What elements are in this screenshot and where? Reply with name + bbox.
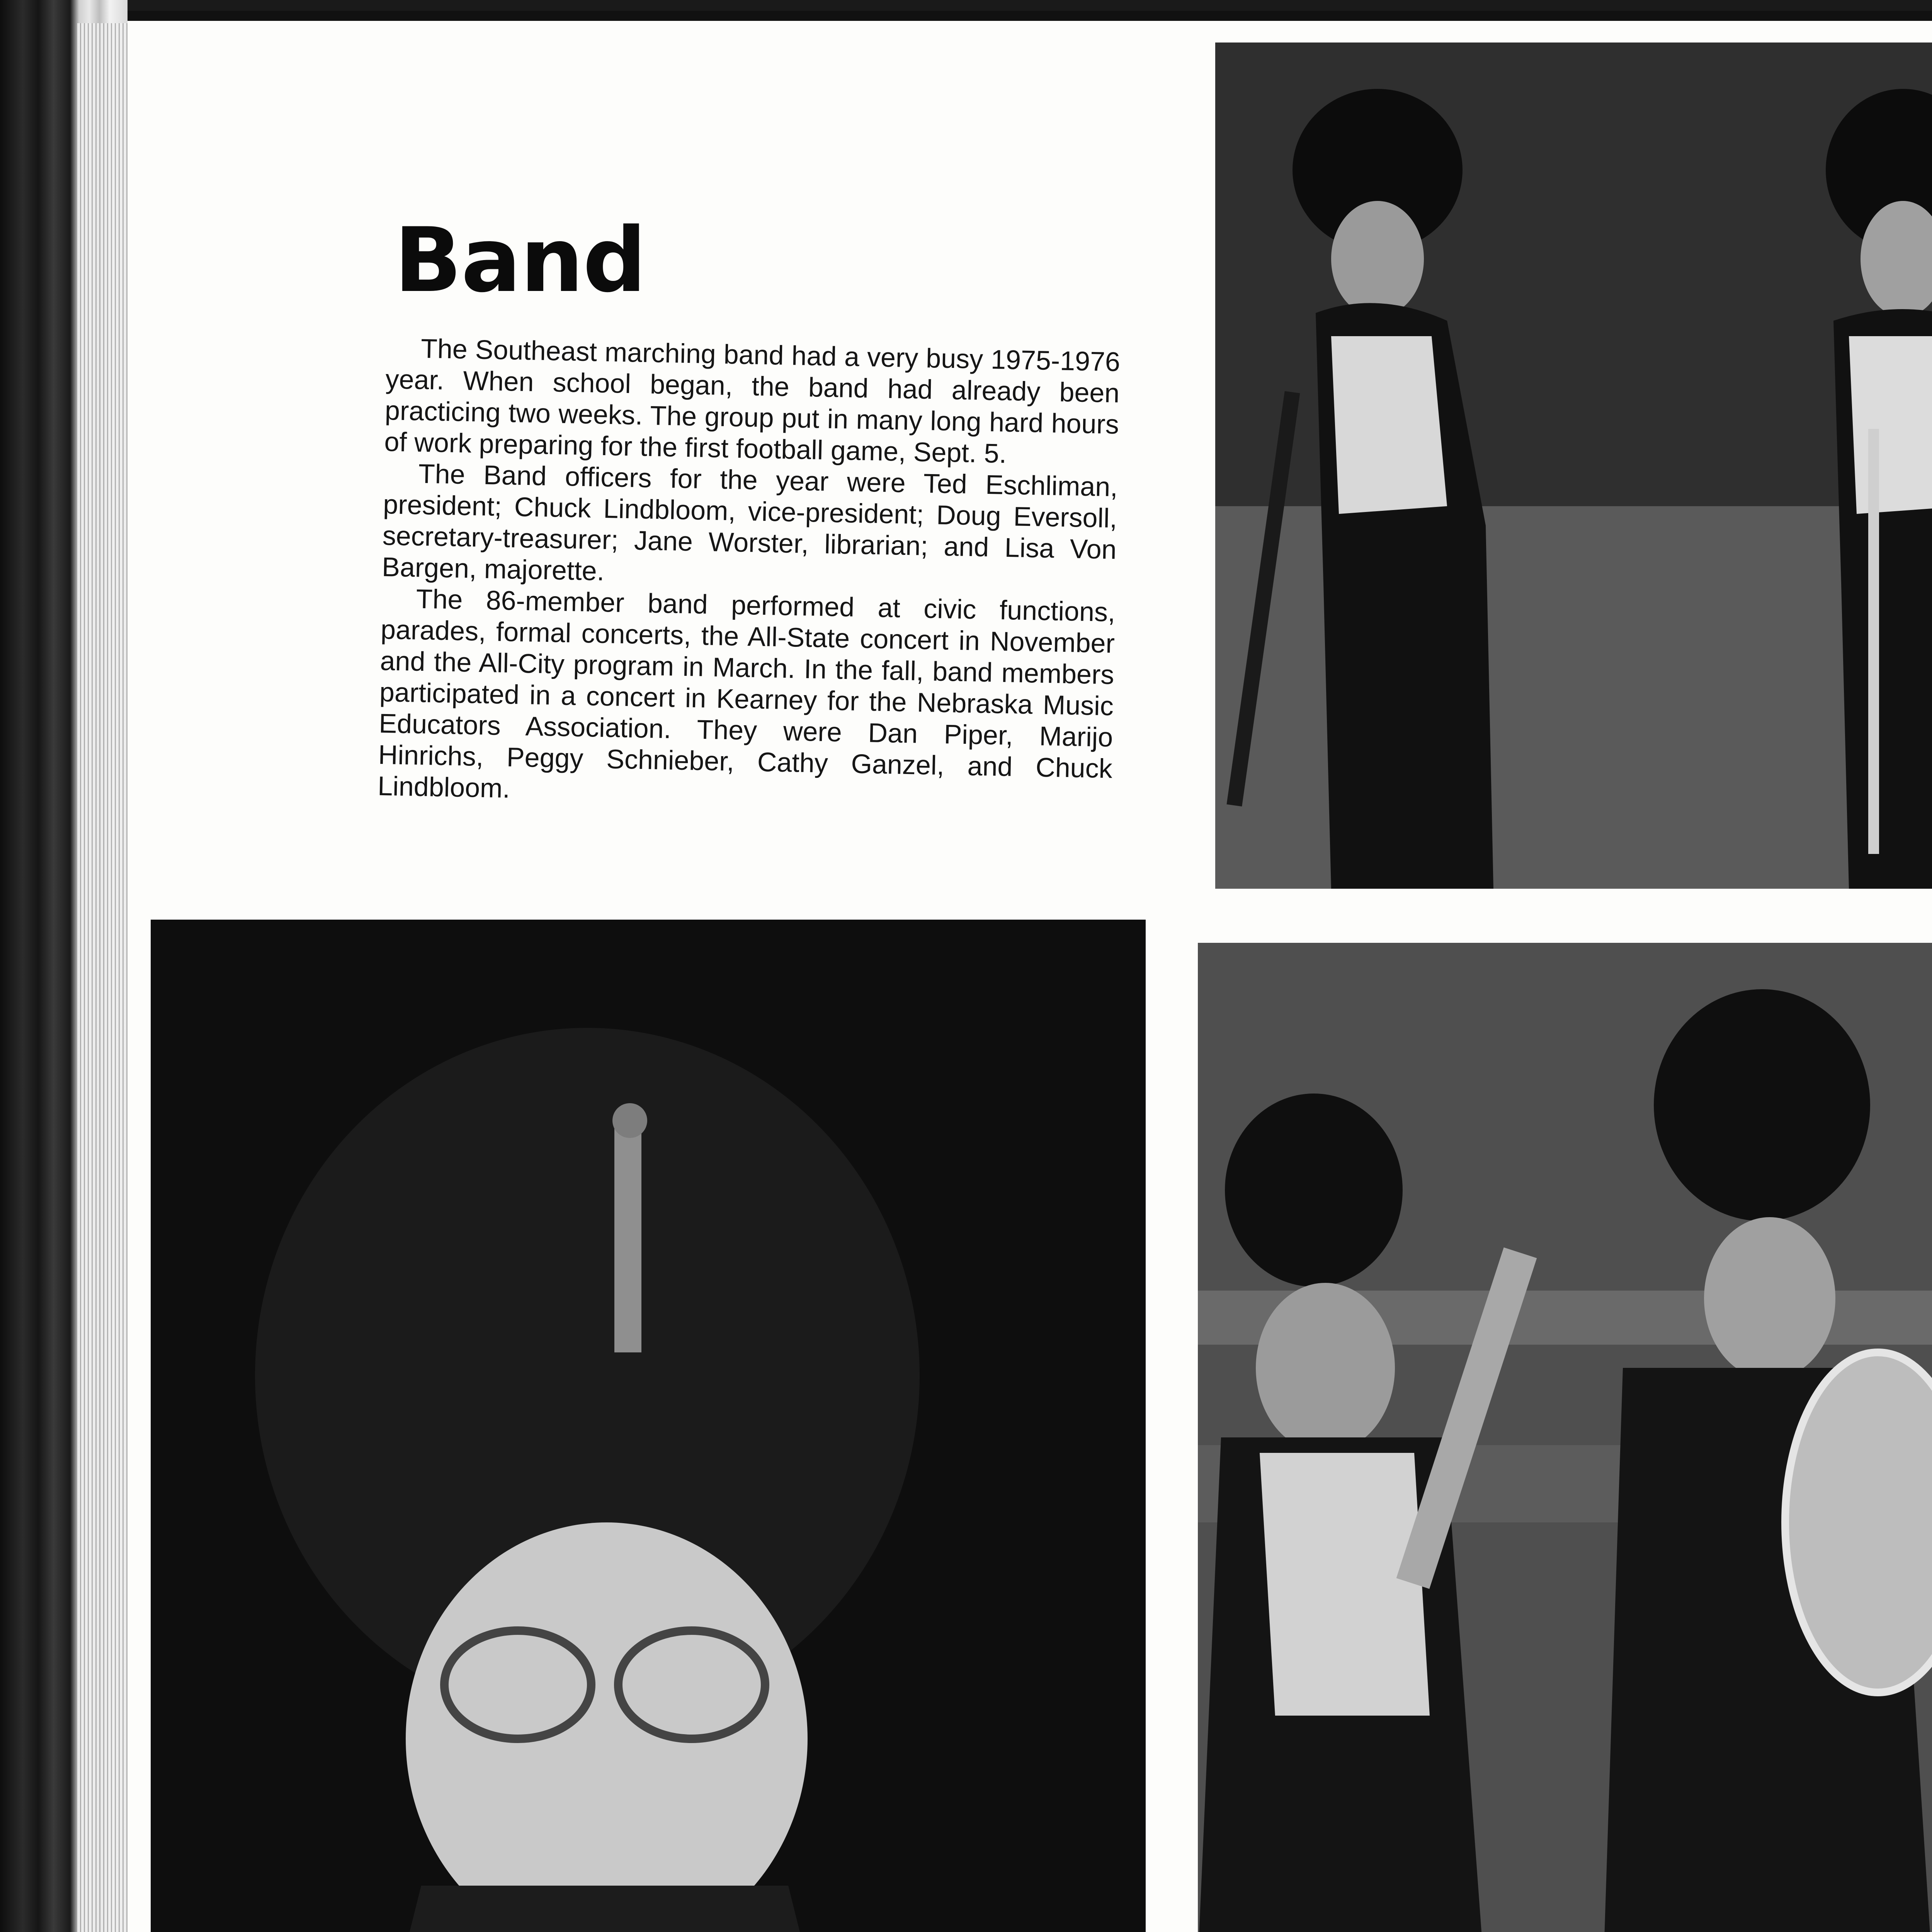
article-body xyxy=(378,332,1121,816)
page-title: Band xyxy=(394,209,646,312)
top-border xyxy=(128,11,1932,21)
paragraph-3: The 86-member band performed at civic functions, parades, formal concerts, the All-State concert in November and the All-City program in March. In the fall, band members participated in a concert in Kearney for the Nebraska Music Educators Association. They were Dan Piper, Marijo Hinrichs, Peggy Schnieber, Cathy Ganzel, and Chuck Lindbloom. xyxy=(377,583,1116,804)
photo-top-center-band-members xyxy=(1215,43,1932,889)
paragraph-2: The Band officers for the year were Ted Eschliman, president; Chuck Lindbloom, vice-president; Doug Eversoll, secretary-treasurer; Jane Worster, librarian; and Lisa Von Bargen, majorette. xyxy=(381,458,1118,586)
photo-left-don-hitz xyxy=(151,920,1146,1932)
page-edges xyxy=(77,23,128,1932)
paragraph-1: The Southeast marching band had a very busy 1975-1976 year. When school began, the band had already been practicing two weeks. The group put in many long hard hours of work preparing for the first football game, Sept. 5. xyxy=(384,333,1121,469)
book-spine xyxy=(0,0,128,1932)
photo-above-marching-band xyxy=(1198,943,1932,1932)
